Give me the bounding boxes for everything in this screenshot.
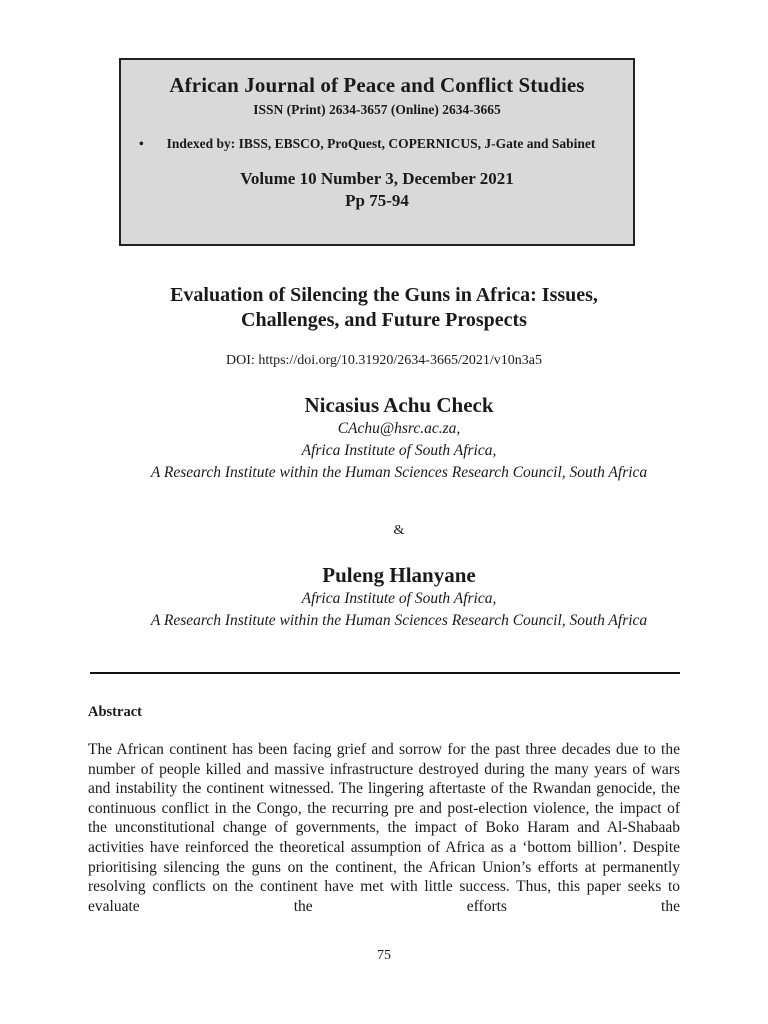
author-research-council: A Research Institute within the Human Sciences Research Council, South Africa — [150, 612, 648, 629]
author-name: Nicasius Achu Check — [304, 393, 494, 417]
abstract-heading: Abstract — [88, 704, 142, 720]
doi-link[interactable]: DOI: https://doi.org/10.31920/2634-3665/2021/v10n3a5 — [226, 353, 542, 368]
paper-title-line: Evaluation of Silencing the Guns in Africa: Issues, — [170, 284, 598, 306]
section-divider — [90, 672, 680, 674]
page-number: 75 — [377, 948, 391, 963]
author-name: Puleng Hlanyane — [322, 563, 476, 587]
bullet-icon: • — [139, 136, 144, 151]
paper-title — [90, 283, 678, 333]
page-range: Pp 75-94 — [345, 191, 409, 210]
author-block — [90, 392, 708, 484]
abstract-body: The African continent has been facing grief and sorrow for the past three decades due to the number of people killed and massive infrastructure destroyed during the many years of wars and instability the continent witnessed. The lingering aftertaste of the Rwandan genocide, the continuous conflict in the Congo, the recurring pre and post-election violence, the impact of the unconstitutional change of governments, the impact of Boko Haram and Al-Shabaab activities have reinforced the theoretical assumption of Africa as a ‘bottom billion’. Despite prioritising silencing the guns on the continent, the African Union’s efforts at permanently resolving conflicts on the continent have met with little success. Thus, this paper seeks to evaluate the efforts the — [88, 741, 680, 915]
author-email[interactable]: CAchu@hsrc.ac.za, — [337, 420, 461, 437]
author-block — [90, 562, 708, 632]
journal-title: African Journal of Peace and Conflict Studies — [169, 73, 585, 97]
journal-header-box — [119, 58, 635, 246]
author-separator: & — [393, 523, 405, 538]
issn: ISSN (Print) 2634-3657 (Online) 2634-3665 — [253, 102, 501, 117]
volume-info: Volume 10 Number 3, December 2021 — [240, 169, 514, 188]
indexed-by-text: Indexed by: IBSS, EBSCO, ProQuest, COPERNICUS, J-Gate and Sabinet — [166, 136, 596, 151]
paper-title-line: Challenges, and Future Prospects — [241, 309, 527, 331]
author-institute: Africa Institute of South Africa, — [301, 442, 497, 459]
author-research-council: A Research Institute within the Human Sciences Research Council, South Africa — [150, 464, 648, 481]
indexed-by — [139, 135, 603, 152]
author-institute: Africa Institute of South Africa, — [301, 590, 497, 607]
